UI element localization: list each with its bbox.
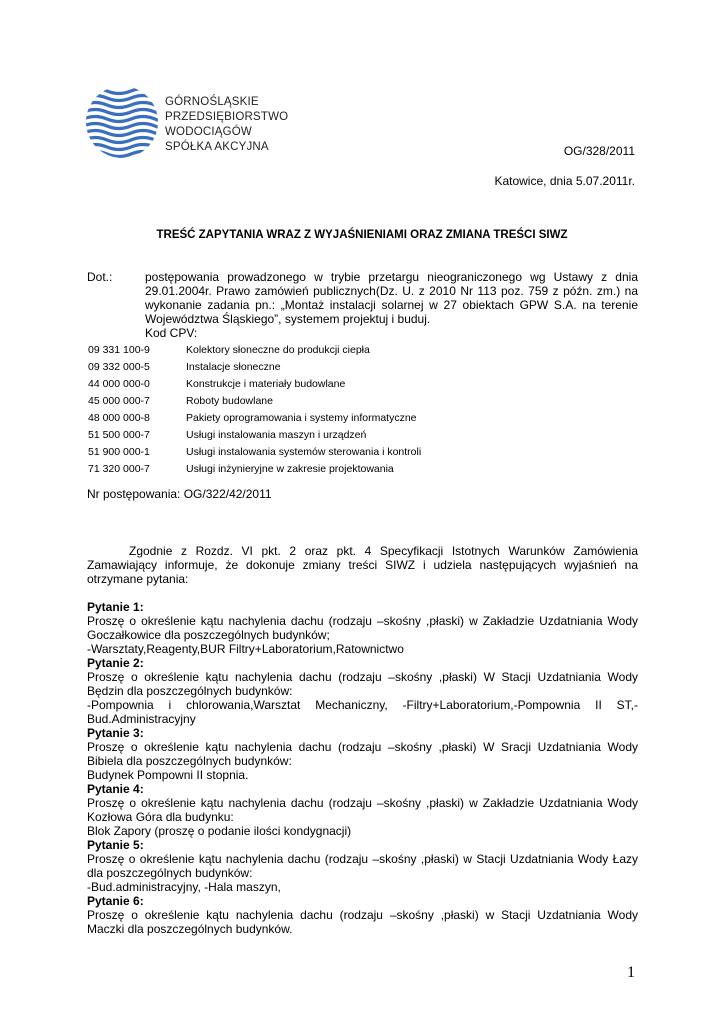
question-line: -Warsztaty,Reagenty,BUR Filtry+Laboratorium,Ratownictwo — [87, 642, 404, 656]
question-block — [87, 656, 638, 726]
question-block — [87, 838, 638, 894]
intro-paragraph — [87, 544, 638, 586]
water-waves-icon — [85, 89, 159, 157]
question-block — [87, 894, 638, 936]
question-line: Proszę o określenie kątu nachylenia dachu (rodzaju –skośny ,płaski) w Zakładzie Uzdatniania Wody — [87, 614, 638, 628]
cpv-code: 09 332 000-5 — [88, 361, 150, 373]
question-line: Maczki dla poszczególnych budynków. — [87, 922, 293, 936]
question-line: dla poszczególnych budynków: — [87, 866, 253, 880]
question-line: Blok Zapory (proszę o podanie ilości kondygnacji) — [87, 824, 352, 838]
cpv-description: Usługi instalowania systemów sterowania i kontroli — [186, 446, 422, 458]
company-name-line: GÓRNOŚLĄSKIE — [165, 96, 259, 108]
cpv-code: 51 500 000-7 — [88, 429, 150, 441]
question-line: Będzin dla poszczególnych budynków: — [87, 684, 293, 698]
cpv-description: Pakiety oprogramowania i systemy informatyczne — [186, 412, 417, 424]
cpv-row — [88, 427, 421, 444]
cpv-description: Konstrukcje i materiały budowlane — [186, 378, 346, 390]
proceeding-number: Nr postępowania: OG/322/42/2011 — [87, 487, 272, 501]
cpv-code: 09 331 100-9 — [88, 344, 150, 356]
question-line: Proszę o określenie kątu nachylenia dachu (rodzaju –skośny ,płaski) w Zakładzie Uzdatniania Wody — [87, 796, 638, 810]
question-title: Pytanie 6: — [87, 894, 144, 908]
company-name-line: SPÓŁKA AKCYJNA — [165, 141, 269, 153]
cpv-code: 44 000 000-0 — [88, 378, 150, 390]
question-title: Pytanie 1: — [87, 600, 144, 614]
question-line: Kozłowa Góra dla budynku: — [87, 810, 234, 824]
cpv-description: Instalacje słoneczne — [186, 361, 281, 373]
subject-description: postępowania prowadzonego w trybie przetargu nieograniczonego wg Ustawy z dnia 29.01.2004r. Prawo zamówień publicznych(Dz. U. z 2010 Nr 113 poz. 759 z późn. zm.) na wykonanie zadania pn.: „Montaż instalacji solarnej w 27 obiektach GPW S.A. na terenie Województwa Śląskiego”, systemem projektuj i buduj. — [145, 270, 638, 326]
company-logo — [85, 85, 159, 159]
question-line: Proszę o określenie kątu nachylenia dachu (rodzaju –skośny ,płaski) W Sracji Uzdatniania Wody — [87, 740, 638, 754]
question-line: Proszę o określenie kątu nachylenia dachu (rodzaju –skośny ,płaski) w Stacji Uzdatniania Wody — [87, 908, 638, 922]
cpv-code: 45 000 000-7 — [88, 395, 150, 407]
cpv-row — [88, 376, 421, 393]
question-line: Proszę o określenie kątu nachylenia dachu (rodzaju –skośny ,płaski) W Stacji Uzdatniania Wody — [87, 670, 638, 684]
subject-label: Dot.: — [87, 270, 113, 284]
subject-text — [145, 270, 638, 340]
questions-section — [87, 600, 638, 936]
document-reference: OG/328/2011 — [563, 144, 635, 158]
intro-text: Zgodnie z Rozdz. VI pkt. 2 oraz pkt. 4 Specyfikacji Istotnych Warunków Zamówienia Zamawiający informuje, że dokonuje zmiany treści SIWZ i udziela następujących wyjaśnień na otrzymane pytania: — [87, 544, 638, 586]
question-title: Pytanie 5: — [87, 838, 144, 852]
question-title: Pytanie 2: — [87, 656, 144, 670]
cpv-code: 51 900 000-1 — [88, 446, 150, 458]
cpv-description: Roboty budowlane — [186, 395, 273, 407]
cpv-description: Usługi instalowania maszyn i urządzeń — [186, 429, 367, 441]
cpv-description: Kolektory słoneczne do produkcji ciepła — [186, 344, 370, 356]
question-block — [87, 600, 638, 656]
cpv-row — [88, 461, 421, 478]
cpv-list — [88, 342, 421, 478]
cpv-label: Kod CPV: — [145, 326, 198, 340]
cpv-description: Usługi inżynieryjne w zakresie projektowania — [186, 463, 394, 475]
company-name — [165, 95, 288, 155]
question-line: Goczałkowice dla poszczególnych budynków; — [87, 628, 330, 642]
question-title: Pytanie 4: — [87, 782, 144, 796]
cpv-code: 48 000 000-8 — [88, 412, 150, 424]
cpv-code: 71 320 000-7 — [88, 463, 150, 475]
page-number: 1 — [627, 964, 635, 981]
cpv-row — [88, 393, 421, 410]
question-line: -Bud.administracyjny, -Hala maszyn, — [87, 880, 281, 894]
company-name-line: PRZEDSIĘBIORSTWO — [165, 111, 289, 123]
question-line: Bibiela dla poszczególnych budynków: — [87, 754, 292, 768]
question-line: -Pompownia i chlorowania,Warsztat Mechaniczny, -Filtry+Laboratorium,-Pompownia II ST,- — [87, 698, 638, 712]
question-line: Bud.Administracyjny — [87, 712, 196, 726]
cpv-row — [88, 444, 421, 461]
cpv-row — [88, 359, 421, 376]
question-line: Budynek Pompowni II stopnia. — [87, 768, 249, 782]
document-title: TREŚĆ ZAPYTANIA WRAZ Z WYJAŚNIENIAMI ORAZ ZMIANA TREŚCI SIWZ — [156, 229, 568, 241]
question-title: Pytanie 3: — [87, 726, 144, 740]
cpv-row — [88, 342, 421, 359]
company-name-line: WODOCIĄGÓW — [165, 126, 252, 138]
place-and-date: Katowice, dnia 5.07.2011r. — [494, 174, 635, 188]
cpv-row — [88, 410, 421, 427]
question-line: Proszę o określenie kątu nachylenia dachu (rodzaju –skośny ,płaski) w Stacji Uzdatniania Wody Łazy — [87, 852, 638, 866]
question-block — [87, 726, 638, 782]
question-block — [87, 782, 638, 838]
